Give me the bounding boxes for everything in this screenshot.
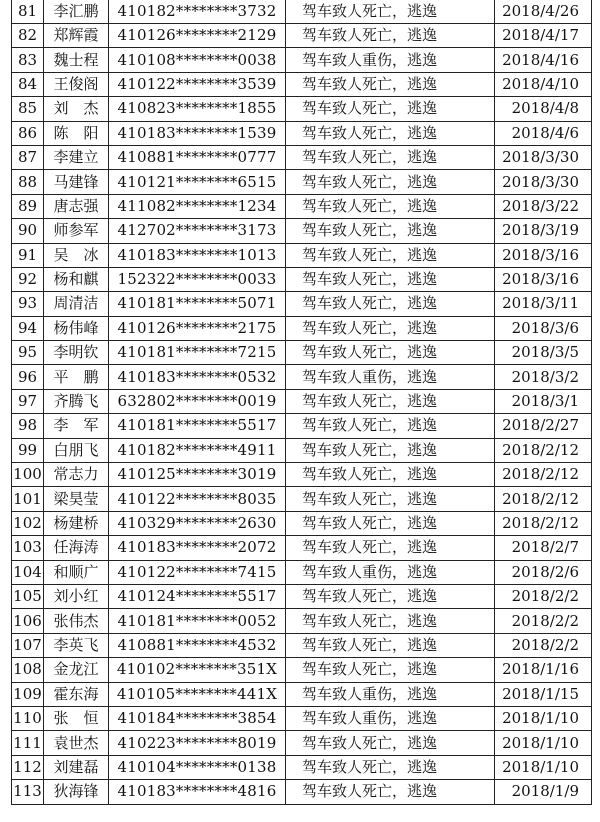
record-date: 2018/2/12 xyxy=(495,511,592,535)
record-number: 88 xyxy=(12,170,44,194)
record-violation: 驾车致人死亡，逃逸 xyxy=(286,755,495,779)
record-id-number: 410121********6515 xyxy=(109,170,286,194)
record-id-number: 410102********351X xyxy=(109,658,286,682)
table-row xyxy=(12,316,592,340)
record-date: 2018/3/1 xyxy=(495,389,592,413)
record-number: 101 xyxy=(12,487,44,511)
record-date: 2018/4/8 xyxy=(495,97,592,121)
record-number: 99 xyxy=(12,438,44,462)
table-row xyxy=(12,609,592,633)
record-id-number: 410181********0052 xyxy=(109,609,286,633)
record-id-number: 410183********1539 xyxy=(109,121,286,145)
record-violation: 驾车致人死亡，逃逸 xyxy=(286,97,495,121)
record-violation: 驾车致人重伤，逃逸 xyxy=(286,682,495,706)
record-id-number: 412702********3173 xyxy=(109,219,286,243)
record-name: 马建锋 xyxy=(44,170,109,194)
record-id-number: 410223********8019 xyxy=(109,731,286,755)
record-number: 90 xyxy=(12,219,44,243)
table-row xyxy=(12,48,592,72)
record-id-number: 410184********3854 xyxy=(109,706,286,730)
record-violation: 驾车致人死亡，逃逸 xyxy=(286,511,495,535)
record-number: 112 xyxy=(12,755,44,779)
record-violation: 驾车致人死亡，逃逸 xyxy=(286,609,495,633)
record-name: 和顺广 xyxy=(44,560,109,584)
record-number: 87 xyxy=(12,145,44,169)
table-row xyxy=(12,219,592,243)
record-date: 2018/2/27 xyxy=(495,414,592,438)
table-row xyxy=(12,365,592,389)
record-violation: 驾车致人死亡，逃逸 xyxy=(286,121,495,145)
record-violation: 驾车致人死亡，逃逸 xyxy=(286,438,495,462)
record-id-number: 410181********5517 xyxy=(109,414,286,438)
record-date: 2018/1/16 xyxy=(495,658,592,682)
record-id-number: 632802********0019 xyxy=(109,389,286,413)
table-row xyxy=(12,536,592,560)
record-violation: 驾车致人死亡，逃逸 xyxy=(286,24,495,48)
record-id-number: 410881********0777 xyxy=(109,145,286,169)
record-number: 103 xyxy=(12,536,44,560)
record-id-number: 410823********1855 xyxy=(109,97,286,121)
record-name: 杨建桥 xyxy=(44,511,109,535)
record-number: 108 xyxy=(12,658,44,682)
record-name: 平 鹏 xyxy=(44,365,109,389)
record-date: 2018/4/26 xyxy=(495,0,592,24)
table-row xyxy=(12,72,592,96)
record-number: 84 xyxy=(12,72,44,96)
record-date: 2018/3/30 xyxy=(495,145,592,169)
record-violation: 驾车致人死亡，逃逸 xyxy=(286,219,495,243)
record-violation: 驾车致人死亡，逃逸 xyxy=(286,292,495,316)
table-row xyxy=(12,292,592,316)
record-violation: 驾车致人重伤，逃逸 xyxy=(286,706,495,730)
record-date: 2018/3/19 xyxy=(495,219,592,243)
record-number: 113 xyxy=(12,780,44,804)
table-row xyxy=(12,341,592,365)
record-name: 梁昊莹 xyxy=(44,487,109,511)
record-date: 2018/2/7 xyxy=(495,536,592,560)
table-row xyxy=(12,584,592,608)
record-number: 89 xyxy=(12,194,44,218)
record-id-number: 410183********2072 xyxy=(109,536,286,560)
record-id-number: 410183********0532 xyxy=(109,365,286,389)
record-date: 2018/2/2 xyxy=(495,609,592,633)
record-date: 2018/2/6 xyxy=(495,560,592,584)
record-id-number: 410104********0138 xyxy=(109,755,286,779)
record-name: 白朋飞 xyxy=(44,438,109,462)
record-id-number: 410181********7215 xyxy=(109,341,286,365)
record-number: 93 xyxy=(12,292,44,316)
record-id-number: 410183********4816 xyxy=(109,780,286,804)
record-date: 2018/3/5 xyxy=(495,341,592,365)
records-table-body xyxy=(12,0,592,804)
record-date: 2018/3/16 xyxy=(495,267,592,291)
record-id-number: 410881********4532 xyxy=(109,633,286,657)
record-name: 唐志强 xyxy=(44,194,109,218)
record-violation: 驾车致人死亡，逃逸 xyxy=(286,414,495,438)
record-name: 齐腾飞 xyxy=(44,389,109,413)
record-name: 张伟杰 xyxy=(44,609,109,633)
record-name: 刘建磊 xyxy=(44,755,109,779)
record-number: 82 xyxy=(12,24,44,48)
record-date: 2018/1/9 xyxy=(495,780,592,804)
record-violation: 驾车致人死亡，逃逸 xyxy=(286,463,495,487)
record-name: 李汇鹏 xyxy=(44,0,109,24)
record-name: 刘小红 xyxy=(44,584,109,608)
table-row xyxy=(12,755,592,779)
record-name: 李建立 xyxy=(44,145,109,169)
record-date: 2018/4/17 xyxy=(495,24,592,48)
record-number: 81 xyxy=(12,0,44,24)
record-name: 李英飞 xyxy=(44,633,109,657)
record-id-number: 410125********3019 xyxy=(109,463,286,487)
record-violation: 驾车致人死亡，逃逸 xyxy=(286,487,495,511)
record-number: 97 xyxy=(12,389,44,413)
record-name: 狄海锋 xyxy=(44,780,109,804)
record-violation: 驾车致人死亡，逃逸 xyxy=(286,267,495,291)
record-id-number: 410329********2630 xyxy=(109,511,286,535)
record-id-number: 410126********2175 xyxy=(109,316,286,340)
record-date: 2018/4/16 xyxy=(495,48,592,72)
table-row xyxy=(12,706,592,730)
record-id-number: 410108********0038 xyxy=(109,48,286,72)
record-date: 2018/2/2 xyxy=(495,584,592,608)
record-violation: 驾车致人死亡，逃逸 xyxy=(286,316,495,340)
record-number: 83 xyxy=(12,48,44,72)
record-number: 107 xyxy=(12,633,44,657)
record-violation: 驾车致人死亡，逃逸 xyxy=(286,633,495,657)
record-number: 92 xyxy=(12,267,44,291)
table-row xyxy=(12,170,592,194)
record-violation: 驾车致人死亡，逃逸 xyxy=(286,731,495,755)
table-row xyxy=(12,121,592,145)
record-violation: 驾车致人死亡，逃逸 xyxy=(286,145,495,169)
record-name: 杨和麒 xyxy=(44,267,109,291)
record-number: 106 xyxy=(12,609,44,633)
record-name: 郑辉霞 xyxy=(44,24,109,48)
record-date: 2018/1/10 xyxy=(495,706,592,730)
record-number: 105 xyxy=(12,584,44,608)
record-name: 任海涛 xyxy=(44,536,109,560)
records-table xyxy=(11,0,592,805)
record-number: 86 xyxy=(12,121,44,145)
record-date: 2018/1/10 xyxy=(495,755,592,779)
record-violation: 驾车致人死亡，逃逸 xyxy=(286,341,495,365)
record-id-number: 410182********4911 xyxy=(109,438,286,462)
record-number: 100 xyxy=(12,463,44,487)
record-date: 2018/3/11 xyxy=(495,292,592,316)
record-name: 袁世杰 xyxy=(44,731,109,755)
record-name: 张 恒 xyxy=(44,706,109,730)
record-violation: 驾车致人重伤，逃逸 xyxy=(286,560,495,584)
record-date: 2018/2/12 xyxy=(495,487,592,511)
table-row xyxy=(12,243,592,267)
table-row xyxy=(12,414,592,438)
record-id-number: 410124********5517 xyxy=(109,584,286,608)
record-number: 95 xyxy=(12,341,44,365)
record-date: 2018/1/10 xyxy=(495,731,592,755)
record-id-number: 410105********441X xyxy=(109,682,286,706)
record-id-number: 152322********0033 xyxy=(109,267,286,291)
record-violation: 驾车致人重伤，逃逸 xyxy=(286,48,495,72)
table-row xyxy=(12,511,592,535)
table-row xyxy=(12,560,592,584)
table-row xyxy=(12,145,592,169)
record-violation: 驾车致人死亡，逃逸 xyxy=(286,658,495,682)
table-row xyxy=(12,780,592,804)
record-violation: 驾车致人死亡，逃逸 xyxy=(286,389,495,413)
table-row xyxy=(12,487,592,511)
table-row xyxy=(12,731,592,755)
record-name: 陈 阳 xyxy=(44,121,109,145)
record-id-number: 410122********3539 xyxy=(109,72,286,96)
record-violation: 驾车致人死亡，逃逸 xyxy=(286,170,495,194)
table-row xyxy=(12,0,592,24)
table-row xyxy=(12,658,592,682)
record-name: 刘 杰 xyxy=(44,97,109,121)
record-violation: 驾车致人死亡，逃逸 xyxy=(286,780,495,804)
record-id-number: 410122********7415 xyxy=(109,560,286,584)
record-number: 94 xyxy=(12,316,44,340)
record-name: 周清洁 xyxy=(44,292,109,316)
record-name: 师参军 xyxy=(44,219,109,243)
record-date: 2018/4/6 xyxy=(495,121,592,145)
record-violation: 驾车致人死亡，逃逸 xyxy=(286,536,495,560)
record-date: 2018/3/2 xyxy=(495,365,592,389)
record-name: 金龙江 xyxy=(44,658,109,682)
record-date: 2018/3/22 xyxy=(495,194,592,218)
record-number: 110 xyxy=(12,706,44,730)
record-number: 109 xyxy=(12,682,44,706)
record-number: 91 xyxy=(12,243,44,267)
record-violation: 驾车致人死亡，逃逸 xyxy=(286,194,495,218)
record-date: 2018/3/30 xyxy=(495,170,592,194)
table-row xyxy=(12,24,592,48)
record-id-number: 410183********1013 xyxy=(109,243,286,267)
record-name: 常志力 xyxy=(44,463,109,487)
record-date: 2018/2/12 xyxy=(495,438,592,462)
record-name: 魏士程 xyxy=(44,48,109,72)
table-row xyxy=(12,194,592,218)
record-name: 王俊阁 xyxy=(44,72,109,96)
record-date: 2018/4/10 xyxy=(495,72,592,96)
table-row xyxy=(12,682,592,706)
record-violation: 驾车致人死亡，逃逸 xyxy=(286,72,495,96)
record-name: 李 军 xyxy=(44,414,109,438)
record-name: 杨伟峰 xyxy=(44,316,109,340)
record-number: 102 xyxy=(12,511,44,535)
record-date: 2018/1/15 xyxy=(495,682,592,706)
table-row xyxy=(12,97,592,121)
record-number: 111 xyxy=(12,731,44,755)
record-id-number: 411082********1234 xyxy=(109,194,286,218)
record-name: 吴 冰 xyxy=(44,243,109,267)
record-date: 2018/2/2 xyxy=(495,633,592,657)
record-id-number: 410182********3732 xyxy=(109,0,286,24)
record-id-number: 410122********8035 xyxy=(109,487,286,511)
table-row xyxy=(12,267,592,291)
record-violation: 驾车致人死亡，逃逸 xyxy=(286,584,495,608)
record-date: 2018/2/12 xyxy=(495,463,592,487)
table-row xyxy=(12,438,592,462)
record-violation: 驾车致人重伤，逃逸 xyxy=(286,365,495,389)
record-number: 85 xyxy=(12,97,44,121)
record-number: 104 xyxy=(12,560,44,584)
table-row xyxy=(12,633,592,657)
record-violation: 驾车致人死亡，逃逸 xyxy=(286,243,495,267)
record-id-number: 410126********2129 xyxy=(109,24,286,48)
record-name: 李明钦 xyxy=(44,341,109,365)
record-id-number: 410181********5071 xyxy=(109,292,286,316)
record-name: 霍东海 xyxy=(44,682,109,706)
record-number: 96 xyxy=(12,365,44,389)
table-row xyxy=(12,389,592,413)
table-row xyxy=(12,463,592,487)
record-date: 2018/3/16 xyxy=(495,243,592,267)
record-violation: 驾车致人死亡，逃逸 xyxy=(286,0,495,24)
record-date: 2018/3/6 xyxy=(495,316,592,340)
record-number: 98 xyxy=(12,414,44,438)
